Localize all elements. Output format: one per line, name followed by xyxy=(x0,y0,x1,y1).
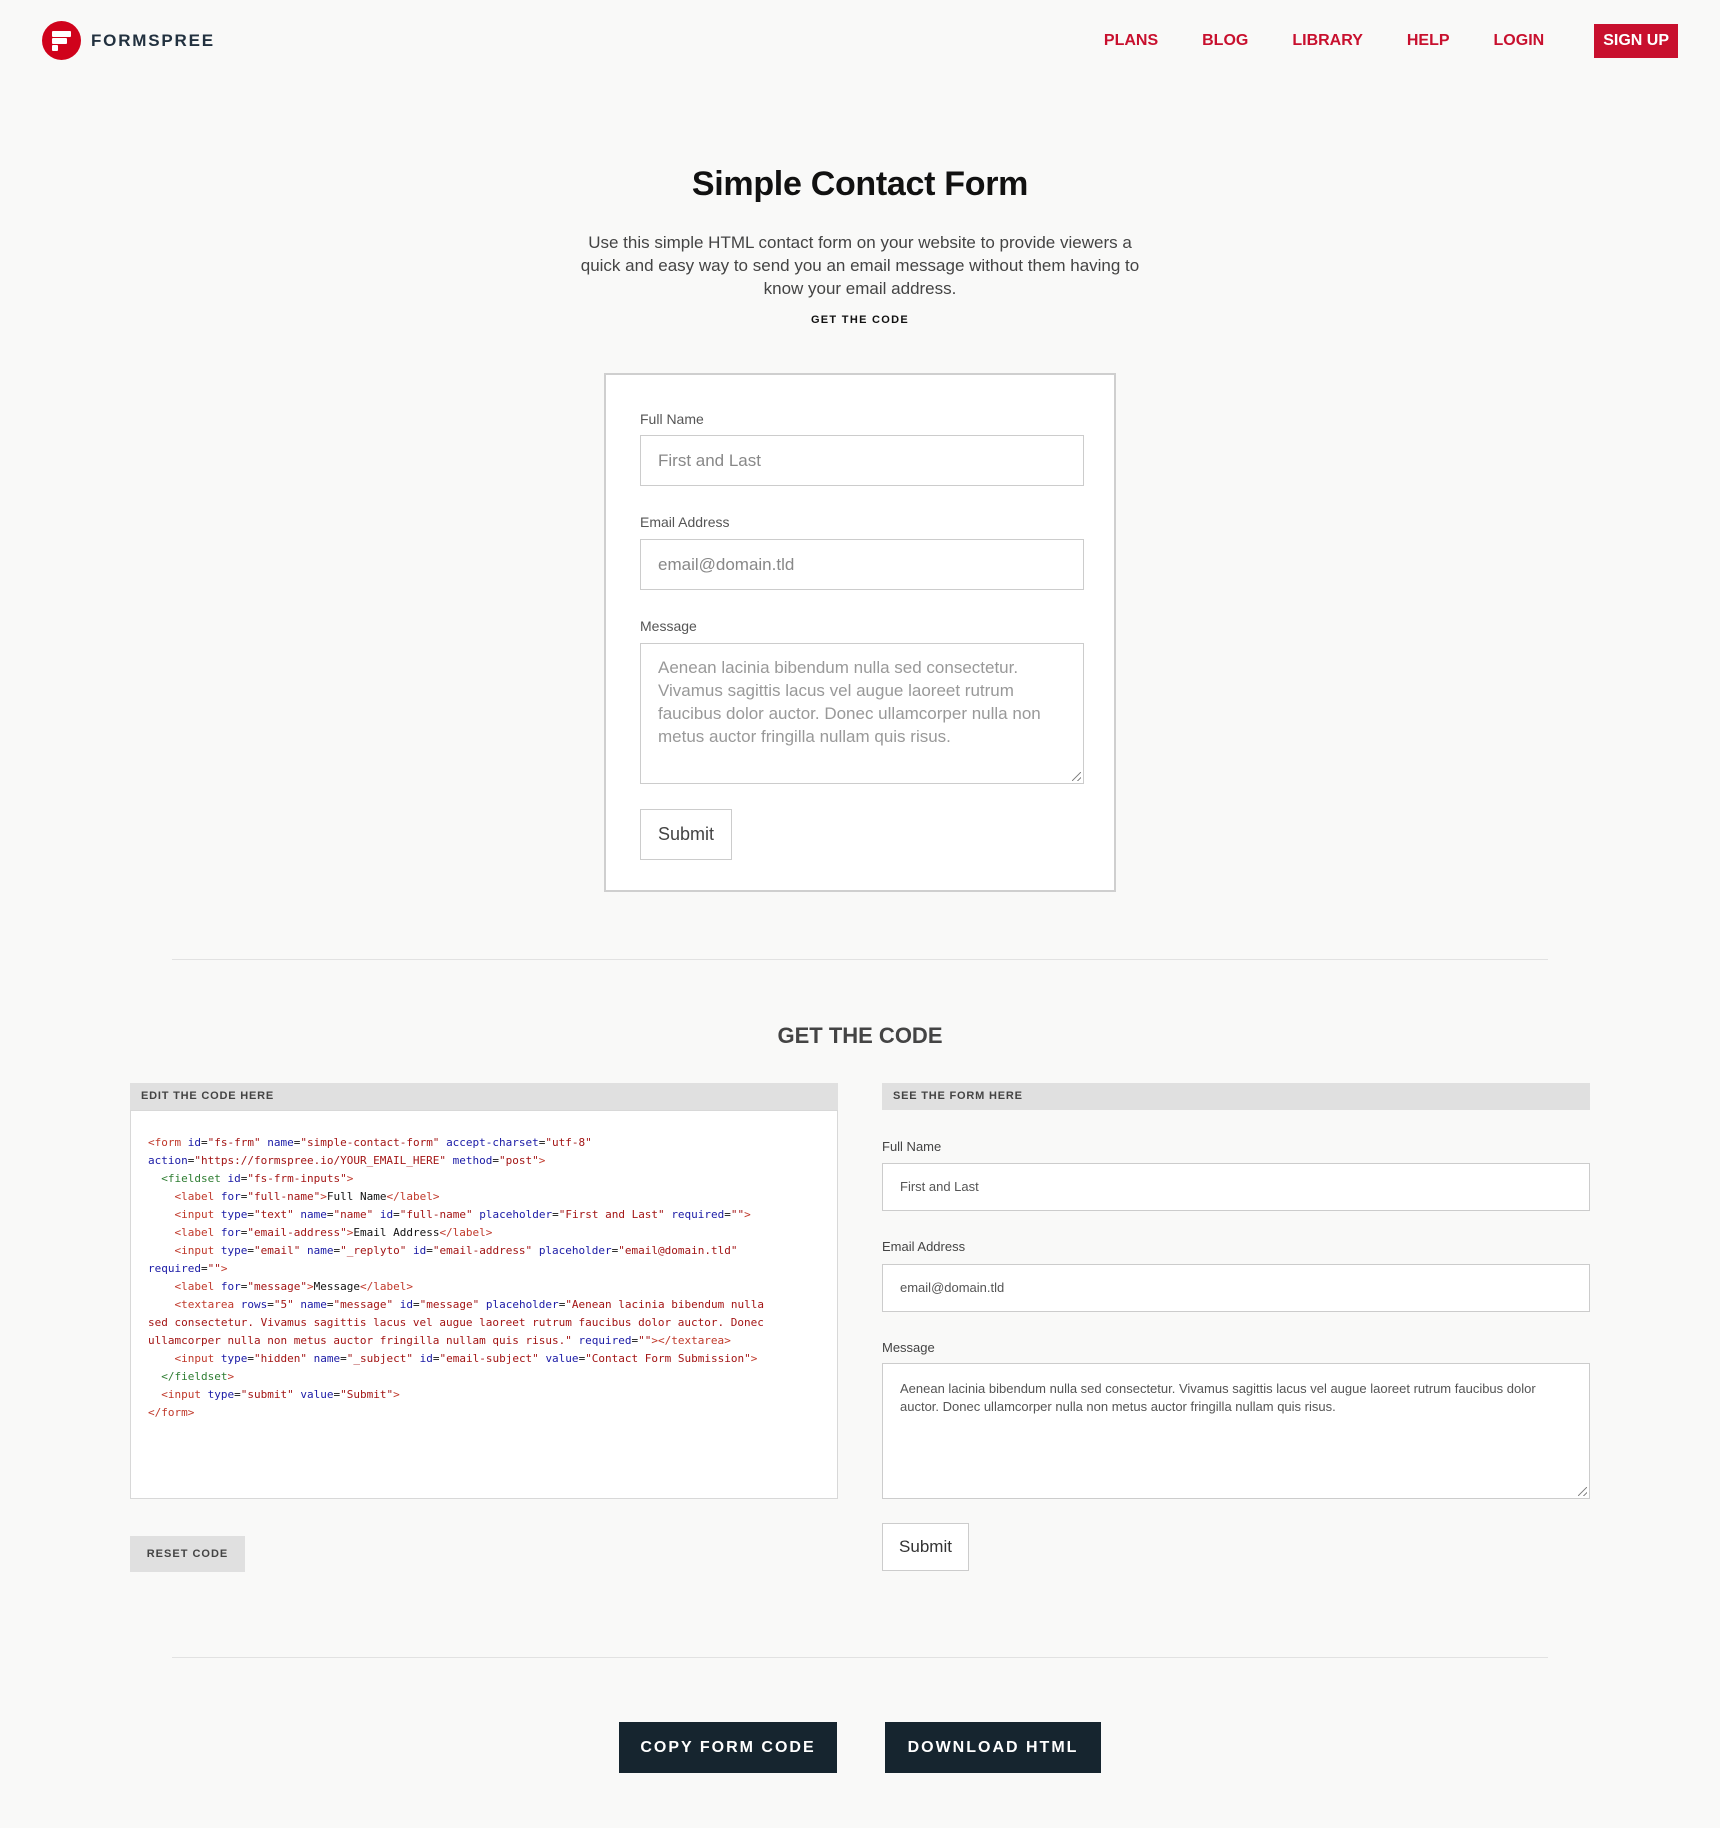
preview-heading: SEE THE FORM HERE xyxy=(882,1083,1590,1110)
full-name-label: Full Name xyxy=(640,411,704,427)
preview-email-label: Email Address xyxy=(882,1239,966,1254)
divider xyxy=(172,1657,1548,1658)
resize-grip-icon[interactable] xyxy=(1578,1487,1587,1496)
email-input[interactable]: email@domain.tld xyxy=(640,539,1084,590)
nav-library[interactable]: LIBRARY xyxy=(1292,32,1363,49)
preview-full-name-label: Full Name xyxy=(882,1139,942,1154)
preview-message-placeholder: Aenean lacinia bibendum nulla sed consectetur. Vivamus sagittis lacus vel augue laoreet rutrum faucibus dolor auctor. Donec ullamcorper nulla non metus auctor fringilla nullam quis risus. xyxy=(900,1381,1536,1414)
nav-plans[interactable]: PLANS xyxy=(1103,32,1159,49)
preview-message-textarea[interactable] xyxy=(882,1363,1590,1499)
message-textarea[interactable] xyxy=(640,643,1084,784)
intro-text: Use this simple HTML contact form on your website to provide viewers a quick and easy way to send you an email message without them having to know your email address. xyxy=(580,233,1140,298)
code-editor[interactable] xyxy=(130,1110,838,1499)
preview-full-name-input[interactable]: First and Last xyxy=(882,1163,1590,1211)
demo-form-card xyxy=(604,373,1116,892)
editor-heading: EDIT THE CODE HERE xyxy=(130,1083,838,1110)
divider xyxy=(172,959,1548,960)
formspree-logo[interactable] xyxy=(42,21,215,60)
get-the-code-link[interactable]: GET THE CODE xyxy=(810,314,910,326)
message-label: Message xyxy=(640,618,697,634)
main-nav xyxy=(1060,24,1678,58)
download-html-button[interactable]: DOWNLOAD HTML xyxy=(885,1722,1101,1773)
email-label: Email Address xyxy=(640,514,730,530)
full-name-input[interactable]: First and Last xyxy=(640,435,1084,486)
resize-grip-icon[interactable] xyxy=(1072,772,1081,781)
formspree-logo-icon xyxy=(42,21,81,60)
signup-button[interactable]: SIGN UP xyxy=(1594,24,1678,58)
message-placeholder: Aenean lacinia bibendum nulla sed consectetur. Vivamus sagittis lacus vel augue laoreet rutrum faucibus dolor auctor. Donec ullamcorper nulla non metus auctor fringilla nullam quis risus. xyxy=(658,658,1041,746)
preview-email-input[interactable]: email@domain.tld xyxy=(882,1264,1590,1312)
code-text[interactable]: <form id="fs-frm" name="simple-contact-form" accept-charset="utf-8" action="https://formspree.io/YOUR_EMAIL_HERE" method="post"> <fieldset id="fs-frm-inputs"> <label for="full-name">Full Name</label> <input type="text" name="name" id="full-name" placeholder="First and Last" required=""> <label for="email-address">Email Address</label> <input type="email" name="_replyto" id="email-address" placeholder="email@domain.tld" required=""> <label for="message">Message</label> <textarea rows="5" name="message" id="message" placeholder="Aenean lacinia bibendum nulla sed consectetur. Vivamus sagittis lacus vel augue laoreet rutrum faucibus dolor auctor. Donec ullamcorper nulla non metus auctor fringilla nullam quis risus." required=""></textarea> <input type="hidden" name="_subject" id="email-subject" value="Contact Form Submission"> </fieldset> <input type="submit" value="Submit"> </form> xyxy=(148,1136,764,1419)
preview-message-label: Message xyxy=(882,1340,935,1355)
nav-login[interactable]: LOGIN xyxy=(1493,32,1545,49)
page-title: Simple Contact Form xyxy=(691,165,1029,203)
nav-help[interactable]: HELP xyxy=(1406,32,1450,49)
section-title: GET THE CODE xyxy=(777,1023,943,1048)
submit-button[interactable]: Submit xyxy=(640,809,732,860)
copy-form-code-button[interactable]: COPY FORM CODE xyxy=(619,1722,837,1773)
reset-code-button[interactable]: RESET CODE xyxy=(130,1536,245,1572)
logo-text: FORMSPREE xyxy=(91,30,215,50)
preview-submit-button[interactable]: Submit xyxy=(882,1523,969,1571)
nav-blog[interactable]: BLOG xyxy=(1202,32,1249,49)
